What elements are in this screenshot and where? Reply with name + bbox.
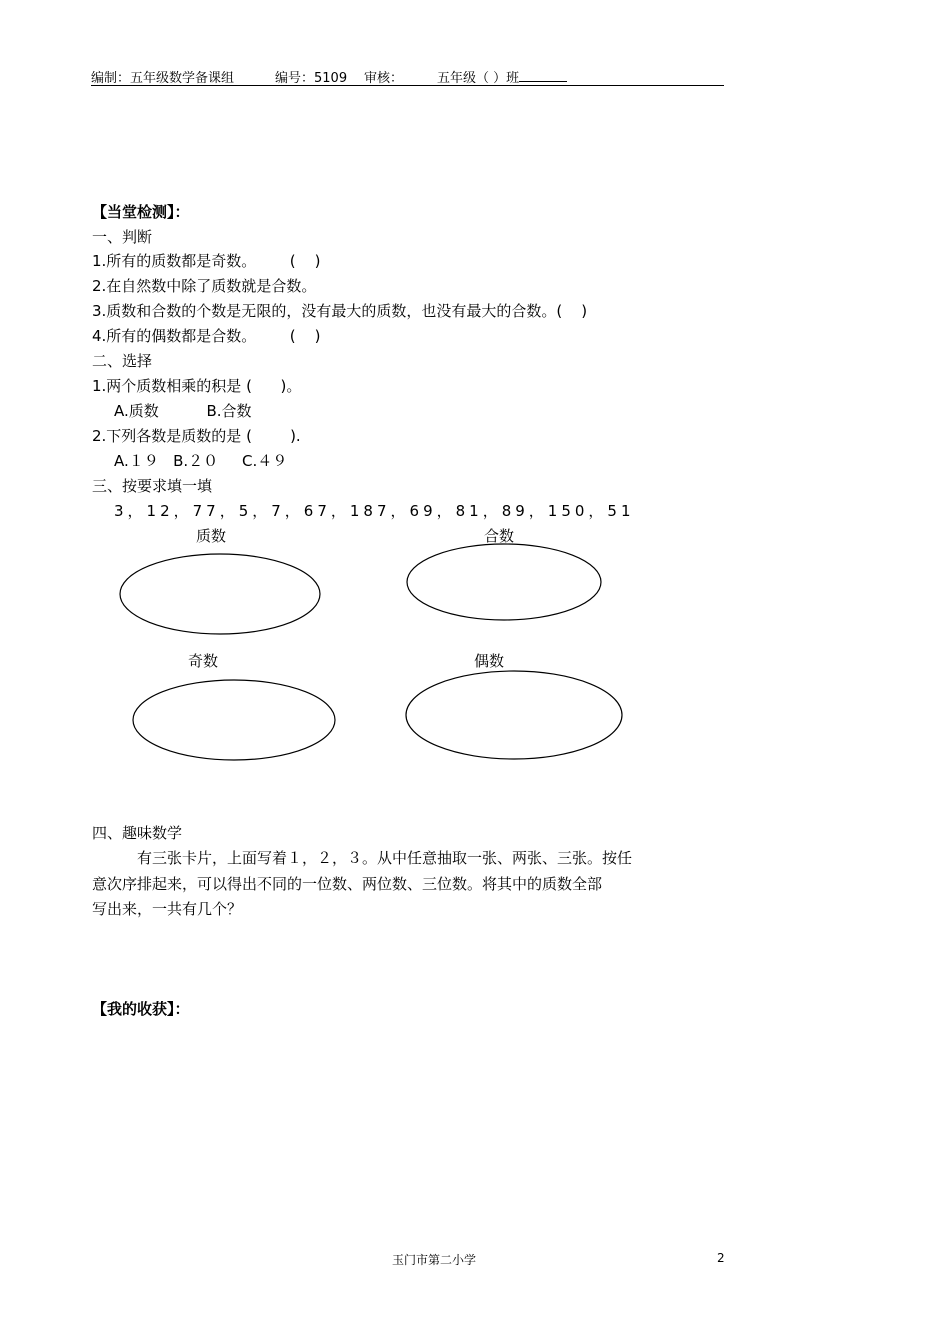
part2-heading: 二、选择 <box>92 352 153 370</box>
fun-math-line-3: 写出来，一共有几个？ <box>92 900 243 918</box>
composite-oval <box>407 544 601 620</box>
header-class-label: 五年级（ ）班 <box>437 71 520 86</box>
page-number: 2 <box>717 1251 725 1265</box>
header-number: 编号：5109 <box>275 71 348 86</box>
fun-math-line-1: 有三张卡片，上面写着１，２，３。从中任意抽取一张、两张、三张。按任 <box>137 849 633 867</box>
even-oval <box>406 671 622 759</box>
number-list: 3，12，77，5，7，67，187，69，81，89，150，51 <box>114 502 635 520</box>
section-test-title: 【当堂检测】： <box>92 203 190 221</box>
label-even: 偶数 <box>474 652 505 670</box>
part4-heading: 四、趣味数学 <box>92 824 183 842</box>
section-harvest-title: 【我的收获】： <box>92 1000 190 1018</box>
footer-school: 玉门市第二小学 <box>392 1253 477 1267</box>
fun-math-paragraph <box>92 846 724 923</box>
label-composite: 合数 <box>484 527 515 545</box>
choice-q2: 2.下列各数是质数的是 ( ). <box>92 427 301 445</box>
judge-item-2: 2.在自然数中除了质数就是合数。 <box>92 277 317 295</box>
judge-item-4: 4.所有的偶数都是合数。 ( ) <box>92 327 321 345</box>
odd-oval <box>133 680 335 760</box>
part1-heading: 一、判断 <box>92 228 153 246</box>
prime-oval <box>120 554 320 634</box>
label-prime: 质数 <box>196 527 227 545</box>
choice-q1: 1.两个质数相乘的积是 ( )。 <box>92 377 302 395</box>
choice-q2-options: A.１９ B.２０ C.４９ <box>114 452 288 470</box>
label-odd: 奇数 <box>188 652 219 670</box>
part3-heading: 三、按要求填一填 <box>92 477 213 495</box>
judge-item-3: 3.质数和合数的个数是无限的，没有最大的质数，也没有最大的合数。( ) <box>92 302 588 320</box>
fun-math-line-2: 意次序排起来，可以得出不同的一位数、两位数、三位数。将其中的质数全部 <box>92 874 603 893</box>
header-reviewer: 审核： <box>364 71 404 86</box>
choice-q1-options: A.质数 B.合数 <box>114 402 252 420</box>
judge-item-1: 1.所有的质数都是奇数。 ( ) <box>92 252 321 270</box>
header-compiler: 编制：五年级数学备课组 <box>91 71 235 86</box>
